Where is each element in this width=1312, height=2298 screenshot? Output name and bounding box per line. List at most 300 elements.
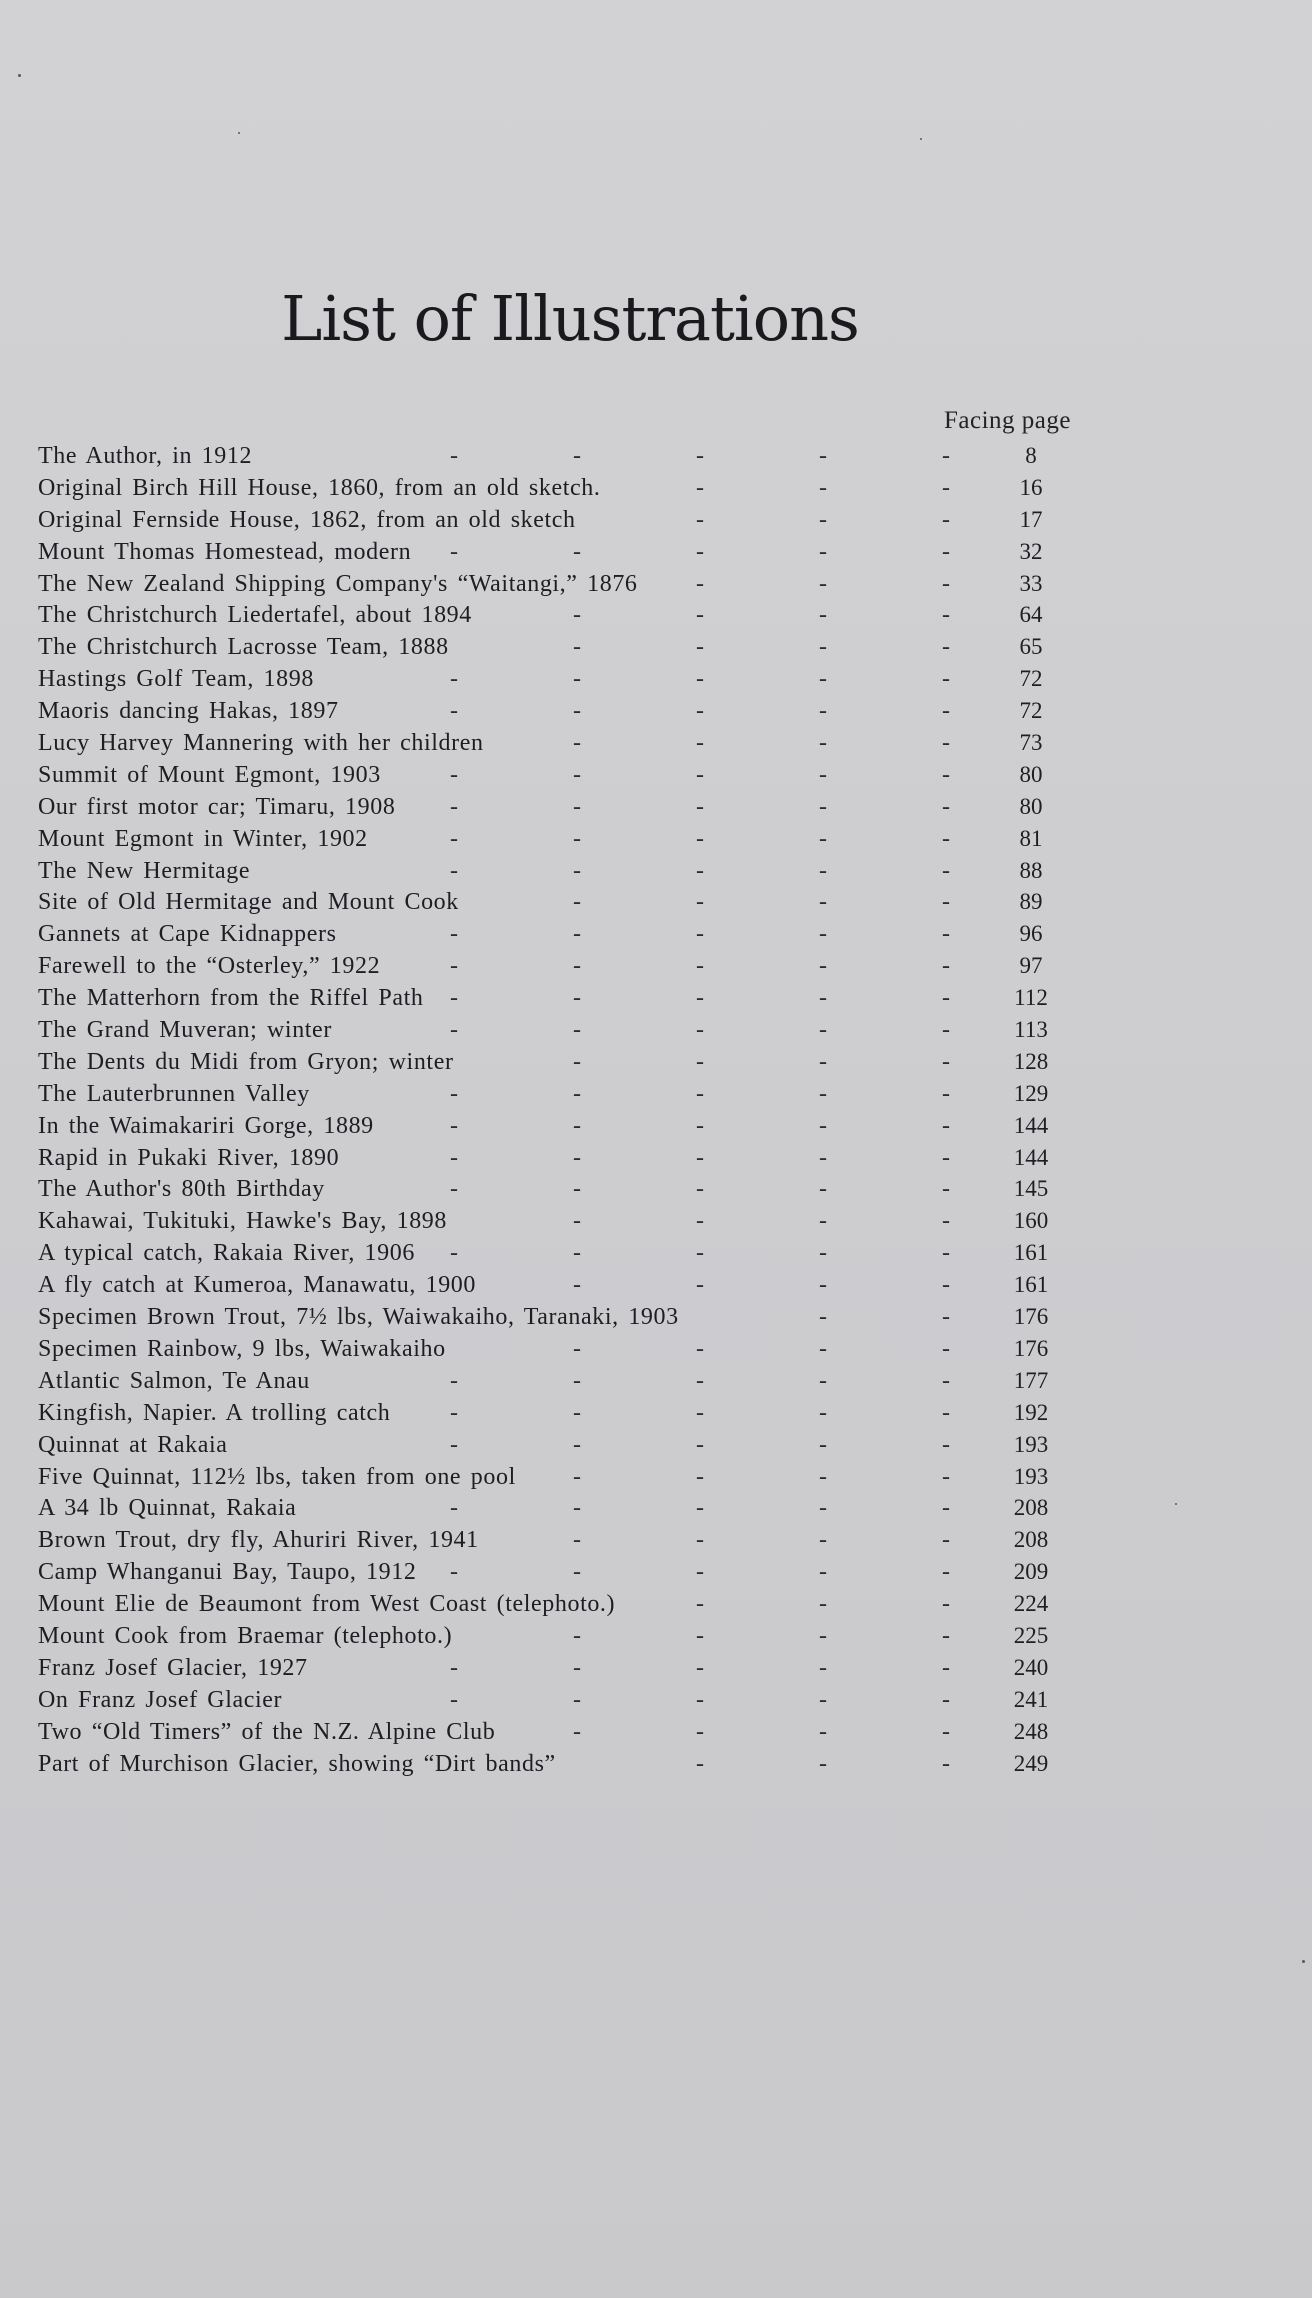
leader-dash: -	[573, 793, 581, 820]
leader-dash: -	[573, 1144, 581, 1171]
illustration-title: Atlantic Salmon, Te Anau	[38, 1367, 310, 1394]
leader-dash: -	[942, 761, 950, 788]
leader-dash: -	[942, 889, 950, 916]
leader-dash: -	[573, 1080, 581, 1107]
leader-dash: -	[573, 1527, 581, 1554]
illustration-row	[38, 1014, 1098, 1046]
leader-dash: -	[942, 921, 950, 948]
facing-page-number: 81	[1019, 825, 1043, 851]
leader-dash: -	[696, 474, 704, 501]
paper-speck	[1175, 1503, 1177, 1505]
facing-page-number: 177	[1013, 1367, 1049, 1393]
facing-page-number: 248	[1013, 1718, 1049, 1744]
illustration-row	[38, 950, 1098, 982]
leader-dash: -	[696, 1367, 704, 1394]
facing-page-number: 145	[1013, 1176, 1049, 1202]
leader-dash: -	[942, 953, 950, 980]
leader-dash: -	[942, 1144, 950, 1171]
facing-page-number: 240	[1013, 1654, 1049, 1680]
illustration-title: Lucy Harvey Mannering with her children	[38, 730, 484, 757]
facing-page-number: 176	[1013, 1304, 1049, 1330]
leader-dash: -	[696, 538, 704, 565]
paper-speck	[1302, 1960, 1305, 1963]
leader-dash: -	[819, 889, 827, 916]
leader-dash: -	[942, 666, 950, 693]
leader-dash: -	[573, 1654, 581, 1681]
leader-dash: -	[696, 857, 704, 884]
facing-page-number: 208	[1013, 1527, 1049, 1553]
illustration-row	[38, 1716, 1098, 1748]
illustration-row	[38, 1110, 1098, 1142]
leader-dash: -	[819, 698, 827, 725]
facing-page-number: 64	[1019, 602, 1043, 628]
illustration-row	[38, 1397, 1098, 1429]
leader-dash: -	[819, 1144, 827, 1171]
leader-dash: -	[573, 953, 581, 980]
leader-dash: -	[942, 570, 950, 597]
leader-dash: -	[819, 666, 827, 693]
illustration-title: Specimen Rainbow, 9 lbs, Waiwakaiho	[38, 1335, 446, 1362]
leader-dash: -	[573, 1718, 581, 1745]
illustration-title: Kahawai, Tukituki, Hawke's Bay, 1898	[38, 1208, 448, 1235]
illustration-row	[38, 1269, 1098, 1301]
facing-page-number: 72	[1019, 698, 1043, 724]
leader-dash: -	[942, 474, 950, 501]
leader-dash: -	[573, 443, 581, 469]
leader-dash: -	[573, 1495, 581, 1522]
illustration-title: Brown Trout, dry fly, Ahuriri River, 1941	[38, 1527, 479, 1554]
illustration-title: The Matterhorn from the Riffel Path	[38, 985, 424, 1012]
leader-dash: -	[696, 1718, 704, 1745]
leader-dash: -	[696, 1686, 704, 1713]
illustration-title: A fly catch at Kumeroa, Manawatu, 1900	[38, 1272, 477, 1299]
leader-dash: -	[450, 538, 458, 565]
leader-dash: -	[696, 1559, 704, 1586]
leader-dash: -	[819, 1208, 827, 1235]
leader-dash: -	[819, 634, 827, 661]
illustration-row	[38, 886, 1098, 918]
leader-dash: -	[942, 730, 950, 757]
leader-dash: -	[696, 889, 704, 916]
leader-dash: -	[573, 698, 581, 725]
leader-dash: -	[942, 985, 950, 1012]
leader-dash: -	[942, 506, 950, 533]
leader-dash: -	[942, 1431, 950, 1458]
leader-dash: -	[819, 570, 827, 597]
leader-dash: -	[819, 1048, 827, 1075]
illustration-title: A typical catch, Rakaia River, 1906	[38, 1240, 415, 1267]
leader-dash: -	[942, 1591, 950, 1618]
facing-page-number: 249	[1013, 1750, 1049, 1776]
facing-page-number: 224	[1013, 1591, 1049, 1617]
leader-dash: -	[819, 1591, 827, 1618]
leader-dash: -	[696, 666, 704, 693]
illustration-row	[38, 1461, 1098, 1493]
illustration-row	[38, 1173, 1098, 1205]
leader-dash: -	[696, 1112, 704, 1139]
illustration-row	[38, 1429, 1098, 1461]
leader-dash: -	[696, 953, 704, 980]
illustration-title: Summit of Mount Egmont, 1903	[38, 761, 381, 788]
illustration-list	[38, 440, 1098, 1779]
illustration-title: Farewell to the “Osterley,” 1922	[38, 953, 381, 980]
leader-dash: -	[819, 474, 827, 501]
leader-dash: -	[942, 698, 950, 725]
leader-dash: -	[819, 1463, 827, 1490]
illustration-row	[38, 727, 1098, 759]
illustration-title: The New Zealand Shipping Company's “Waitangi,” 1876	[38, 570, 638, 597]
illustration-title: The Author, in 1912	[38, 443, 253, 469]
illustration-row	[38, 1365, 1098, 1397]
leader-dash: -	[696, 1431, 704, 1458]
leader-dash: -	[450, 953, 458, 980]
illustration-row	[38, 1078, 1098, 1110]
illustration-title: The New Hermitage	[38, 857, 251, 884]
illustration-title: Five Quinnat, 112½ lbs, taken from one pool	[38, 1463, 516, 1490]
illustration-title: Original Birch Hill House, 1860, from an old sketch.	[38, 474, 601, 501]
leader-dash: -	[942, 1559, 950, 1586]
leader-dash: -	[573, 1622, 581, 1649]
facing-page-number: 144	[1013, 1112, 1049, 1138]
leader-dash: -	[696, 1591, 704, 1618]
paper-speck	[18, 74, 21, 77]
leader-dash: -	[450, 1559, 458, 1586]
leader-dash: -	[696, 730, 704, 757]
leader-dash: -	[573, 538, 581, 565]
facing-page-number: 97	[1019, 953, 1043, 979]
facing-page-number: 209	[1013, 1559, 1049, 1585]
leader-dash: -	[573, 825, 581, 852]
leader-dash: -	[819, 1495, 827, 1522]
facing-page-number: 112	[1014, 985, 1048, 1011]
facing-page-number: 176	[1013, 1335, 1049, 1361]
illustration-row	[38, 1237, 1098, 1269]
leader-dash: -	[450, 825, 458, 852]
leader-dash: -	[573, 1208, 581, 1235]
illustration-row	[38, 1492, 1098, 1524]
leader-dash: -	[819, 1718, 827, 1745]
page-title: List of Illustrations	[281, 282, 859, 355]
leader-dash: -	[942, 1495, 950, 1522]
illustration-row	[38, 759, 1098, 791]
illustration-row	[38, 695, 1098, 727]
facing-page-number: 89	[1019, 889, 1043, 915]
illustration-row	[38, 440, 1098, 472]
leader-dash: -	[450, 1240, 458, 1267]
facing-page-number: 32	[1019, 538, 1043, 564]
leader-dash: -	[819, 1431, 827, 1458]
illustration-row	[38, 1333, 1098, 1365]
illustration-row	[38, 823, 1098, 855]
paper-speck	[238, 132, 240, 134]
leader-dash: -	[942, 1304, 950, 1331]
leader-dash: -	[573, 602, 581, 629]
leader-dash: -	[573, 1431, 581, 1458]
leader-dash: -	[696, 634, 704, 661]
leader-dash: -	[819, 921, 827, 948]
leader-dash: -	[573, 921, 581, 948]
illustration-title: Mount Egmont in Winter, 1902	[38, 825, 368, 852]
illustration-row	[38, 1620, 1098, 1652]
leader-dash: -	[942, 1463, 950, 1490]
leader-dash: -	[573, 1686, 581, 1713]
illustration-title: Camp Whanganui Bay, Taupo, 1912	[38, 1559, 417, 1586]
leader-dash: -	[819, 538, 827, 565]
leader-dash: -	[819, 1622, 827, 1649]
facing-page-number: 88	[1019, 857, 1043, 883]
facing-page-number: 193	[1013, 1463, 1049, 1489]
leader-dash: -	[696, 793, 704, 820]
leader-dash: -	[942, 602, 950, 629]
leader-dash: -	[450, 793, 458, 820]
leader-dash: -	[696, 570, 704, 597]
leader-dash: -	[696, 1080, 704, 1107]
facing-page-number: 80	[1019, 793, 1043, 819]
leader-dash: -	[573, 1176, 581, 1203]
illustration-row	[38, 982, 1098, 1014]
leader-dash: -	[942, 1654, 950, 1681]
leader-dash: -	[450, 1080, 458, 1107]
leader-dash: -	[573, 634, 581, 661]
leader-dash: -	[696, 1622, 704, 1649]
leader-dash: -	[450, 443, 458, 469]
illustration-row	[38, 504, 1098, 536]
leader-dash: -	[573, 1367, 581, 1394]
leader-dash: -	[573, 985, 581, 1012]
leader-dash: -	[819, 825, 827, 852]
illustration-row	[38, 472, 1098, 504]
leader-dash: -	[573, 761, 581, 788]
facing-page-number: 208	[1013, 1495, 1049, 1521]
illustration-title: Gannets at Cape Kidnappers	[38, 921, 337, 948]
illustration-title: The Grand Muveran; winter	[38, 1017, 332, 1044]
leader-dash: -	[573, 1112, 581, 1139]
leader-dash: -	[573, 1335, 581, 1362]
leader-dash: -	[942, 1176, 950, 1203]
illustration-title: Part of Murchison Glacier, showing “Dirt bands”	[38, 1750, 556, 1777]
leader-dash: -	[696, 825, 704, 852]
leader-dash: -	[942, 1048, 950, 1075]
leader-dash: -	[942, 793, 950, 820]
leader-dash: -	[450, 1144, 458, 1171]
leader-dash: -	[696, 761, 704, 788]
leader-dash: -	[450, 1495, 458, 1522]
leader-dash: -	[696, 1176, 704, 1203]
leader-dash: -	[942, 1750, 950, 1777]
leader-dash: -	[696, 506, 704, 533]
illustration-title: Franz Josef Glacier, 1927	[38, 1654, 308, 1681]
illustration-row	[38, 1205, 1098, 1237]
facing-page-number: 113	[1014, 1017, 1048, 1043]
leader-dash: -	[942, 538, 950, 565]
illustration-row	[38, 918, 1098, 950]
leader-dash: -	[942, 1367, 950, 1394]
illustration-row	[38, 1301, 1098, 1333]
facing-page-number: 33	[1019, 570, 1043, 596]
leader-dash: -	[819, 953, 827, 980]
leader-dash: -	[696, 921, 704, 948]
leader-dash: -	[696, 1272, 704, 1299]
illustration-row	[38, 791, 1098, 823]
leader-dash: -	[450, 921, 458, 948]
illustration-row	[38, 1142, 1098, 1174]
illustration-title: The Lauterbrunnen Valley	[38, 1080, 310, 1107]
leader-dash: -	[696, 1017, 704, 1044]
leader-dash: -	[573, 1048, 581, 1075]
leader-dash: -	[819, 1112, 827, 1139]
illustration-title: Original Fernside House, 1862, from an old sketch	[38, 506, 576, 533]
leader-dash: -	[819, 1750, 827, 1777]
leader-dash: -	[942, 1718, 950, 1745]
leader-dash: -	[819, 1304, 827, 1331]
leader-dash: -	[696, 1463, 704, 1490]
illustration-title: Two “Old Timers” of the N.Z. Alpine Club	[38, 1718, 496, 1745]
leader-dash: -	[450, 1654, 458, 1681]
leader-dash: -	[819, 730, 827, 757]
leader-dash: -	[450, 1112, 458, 1139]
facing-page-number: 16	[1019, 474, 1043, 500]
illustration-title: Site of Old Hermitage and Mount Cook	[38, 889, 459, 916]
leader-dash: -	[942, 1272, 950, 1299]
leader-dash: -	[450, 666, 458, 693]
leader-dash: -	[819, 1240, 827, 1267]
illustration-title: Mount Thomas Homestead, modern	[38, 538, 412, 565]
leader-dash: -	[696, 1654, 704, 1681]
facing-page-number: 160	[1013, 1208, 1049, 1234]
facing-page-number: 225	[1013, 1622, 1049, 1648]
leader-dash: -	[696, 1144, 704, 1171]
leader-dash: -	[819, 1559, 827, 1586]
illustration-row	[38, 1556, 1098, 1588]
leader-dash: -	[450, 1686, 458, 1713]
leader-dash: -	[696, 1240, 704, 1267]
illustration-title: Our first motor car; Timaru, 1908	[38, 793, 396, 820]
leader-dash: -	[942, 1240, 950, 1267]
leader-dash: -	[450, 698, 458, 725]
facing-page-number: 192	[1013, 1399, 1049, 1425]
facing-page-number: 193	[1013, 1431, 1049, 1457]
illustration-title: Quinnat at Rakaia	[38, 1431, 228, 1458]
leader-dash: -	[819, 602, 827, 629]
leader-dash: -	[573, 889, 581, 916]
leader-dash: -	[450, 857, 458, 884]
leader-dash: -	[696, 1048, 704, 1075]
leader-dash: -	[819, 761, 827, 788]
leader-dash: -	[696, 985, 704, 1012]
illustration-title: In the Waimakariri Gorge, 1889	[38, 1112, 374, 1139]
leader-dash: -	[573, 1463, 581, 1490]
leader-dash: -	[819, 793, 827, 820]
facing-page-number: 161	[1013, 1240, 1049, 1266]
leader-dash: -	[819, 1654, 827, 1681]
leader-dash: -	[942, 1622, 950, 1649]
illustration-title: Hastings Golf Team, 1898	[38, 666, 314, 693]
leader-dash: -	[942, 1080, 950, 1107]
facing-page-number: 65	[1019, 634, 1043, 660]
illustration-title: Kingfish, Napier. A trolling catch	[38, 1399, 391, 1426]
leader-dash: -	[819, 1017, 827, 1044]
leader-dash: -	[819, 985, 827, 1012]
leader-dash: -	[696, 602, 704, 629]
leader-dash: -	[819, 1272, 827, 1299]
facing-page-number: 17	[1019, 506, 1043, 532]
illustration-row	[38, 631, 1098, 663]
facing-page-number: 73	[1019, 730, 1043, 756]
illustration-row	[38, 1684, 1098, 1716]
paper-speck	[920, 138, 922, 140]
facing-page-number: 80	[1019, 761, 1043, 787]
facing-page-number: 129	[1013, 1080, 1049, 1106]
leader-dash: -	[696, 1495, 704, 1522]
leader-dash: -	[450, 1176, 458, 1203]
leader-dash: -	[696, 443, 704, 469]
leader-dash: -	[573, 857, 581, 884]
leader-dash: -	[450, 1399, 458, 1426]
illustration-title: A 34 lb Quinnat, Rakaia	[38, 1495, 297, 1522]
leader-dash: -	[942, 1335, 950, 1362]
illustration-title: On Franz Josef Glacier	[38, 1686, 283, 1713]
facing-page-number: 96	[1019, 921, 1043, 947]
leader-dash: -	[942, 1017, 950, 1044]
leader-dash: -	[819, 506, 827, 533]
leader-dash: -	[819, 857, 827, 884]
leader-dash: -	[942, 634, 950, 661]
leader-dash: -	[696, 1208, 704, 1235]
leader-dash: -	[450, 1017, 458, 1044]
facing-page-number: 8	[1025, 443, 1037, 468]
illustration-row	[38, 1046, 1098, 1078]
leader-dash: -	[819, 1080, 827, 1107]
leader-dash: -	[450, 761, 458, 788]
leader-dash: -	[942, 1686, 950, 1713]
facing-page-number: 128	[1013, 1048, 1049, 1074]
leader-dash: -	[696, 1527, 704, 1554]
illustration-row	[38, 855, 1098, 887]
leader-dash: -	[819, 1335, 827, 1362]
leader-dash: -	[819, 1527, 827, 1554]
illustration-title: Rapid in Pukaki River, 1890	[38, 1144, 340, 1171]
illustration-title: Mount Cook from Braemar (telephoto.)	[38, 1622, 453, 1649]
illustration-title: Mount Elie de Beaumont from West Coast (telephoto.)	[38, 1591, 616, 1618]
leader-dash: -	[573, 1240, 581, 1267]
illustration-row	[38, 599, 1098, 631]
leader-dash: -	[942, 1527, 950, 1554]
illustration-row	[38, 536, 1098, 568]
leader-dash: -	[450, 1431, 458, 1458]
facing-page-number: 241	[1013, 1686, 1049, 1712]
leader-dash: -	[819, 1367, 827, 1394]
facing-page-number: 161	[1013, 1272, 1049, 1298]
leader-dash: -	[819, 443, 827, 469]
leader-dash: -	[696, 1750, 704, 1777]
leader-dash: -	[942, 443, 950, 469]
leader-dash: -	[942, 1399, 950, 1426]
leader-dash: -	[573, 1272, 581, 1299]
leader-dash: -	[573, 1399, 581, 1426]
leader-dash: -	[942, 857, 950, 884]
facing-page-number: 72	[1019, 666, 1043, 692]
facing-page-header: Facing page	[944, 407, 1071, 434]
leader-dash: -	[573, 1017, 581, 1044]
illustration-row	[38, 663, 1098, 695]
leader-dash: -	[696, 698, 704, 725]
leader-dash: -	[573, 730, 581, 757]
leader-dash: -	[819, 1399, 827, 1426]
illustration-title: The Author's 80th Birthday	[38, 1176, 325, 1203]
illustration-row	[38, 1652, 1098, 1684]
illustration-row	[38, 1524, 1098, 1556]
illustration-title: Specimen Brown Trout, 7½ lbs, Waiwakaiho, Taranaki, 1903	[38, 1304, 679, 1331]
